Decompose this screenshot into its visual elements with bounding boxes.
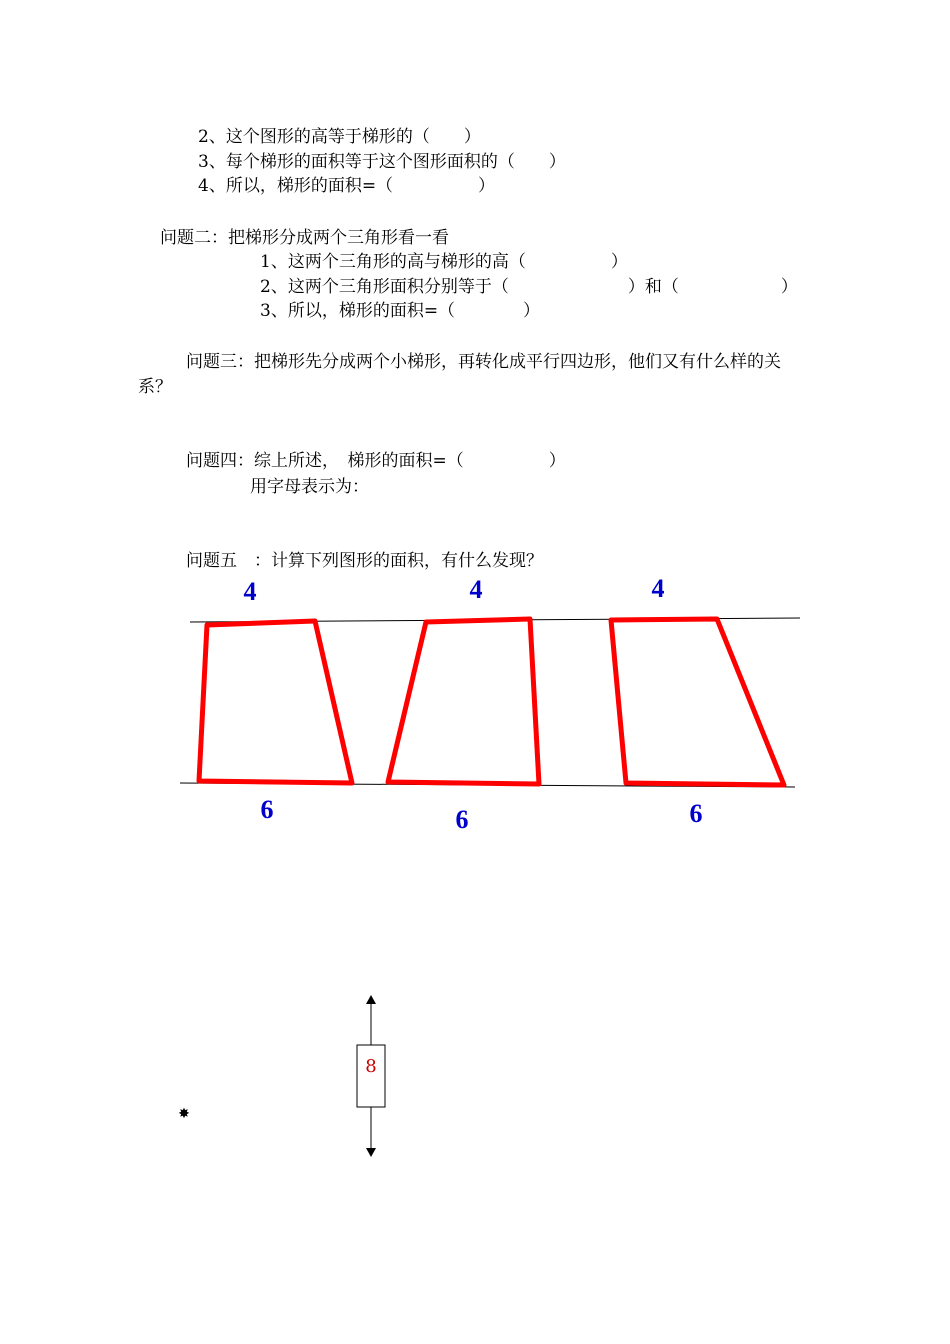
q3-line-2: 系？ (138, 377, 172, 397)
arrow-down-icon (366, 1148, 376, 1157)
trapezoid-1 (199, 621, 352, 783)
q4-line-1: 问题四：综上所述， 梯形的面积=（ ） (186, 451, 566, 471)
bottom-label-2: 6 (455, 805, 469, 834)
q2-item-2: 2、这两个三角形面积分别等于（ ）和（ ） (260, 277, 798, 297)
q1-item-2: 2、这个图形的高等于梯形的（ ） (198, 127, 481, 147)
star-icon: ✸ (178, 1106, 190, 1122)
q2-title: 问题二：把梯形分成两个三角形看一看 (160, 228, 449, 248)
bottom-label-1: 6 (260, 795, 274, 824)
q3-line-1: 问题三：把梯形先分成两个小梯形，再转化成平行四边形，他们又有什么样的关 (186, 352, 781, 372)
bottom-label-3: 6 (689, 799, 703, 828)
top-label-2: 4 (469, 575, 483, 604)
top-label-3: 4 (651, 574, 665, 603)
trapezoid-3 (611, 619, 784, 785)
q2-item-3: 3、所以，梯形的面积=（ ） (260, 301, 541, 321)
q4-line-2: 用字母表示为： (250, 477, 369, 497)
arrow-up-icon (366, 995, 376, 1004)
top-label-1: 4 (243, 577, 257, 606)
q1-item-4: 4、所以，梯形的面积=（ ） (198, 176, 496, 196)
q1-item-3: 3、每个梯形的面积等于这个图形面积的（ ） (198, 152, 566, 172)
q5-title: 问题五 ：计算下列图形的面积，有什么发现？ (186, 551, 543, 571)
height-label: 8 (365, 1056, 377, 1077)
q2-item-1: 1、这两个三角形的高与梯形的高（ ） (260, 252, 628, 272)
trapezoid-2 (388, 619, 539, 784)
